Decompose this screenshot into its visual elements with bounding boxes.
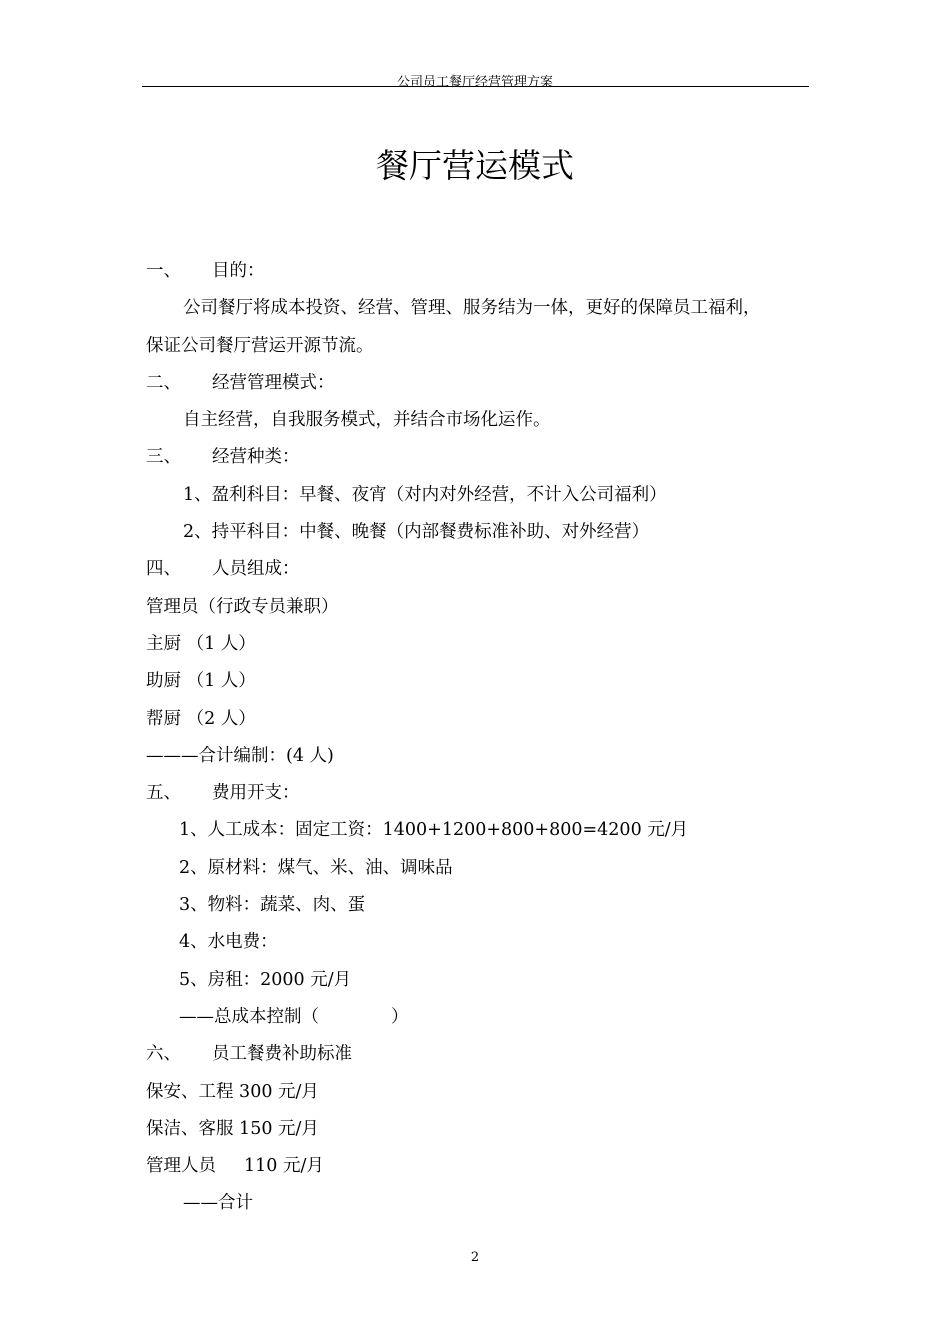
- staff-item: 管理员（行政专员兼职）: [146, 596, 339, 617]
- section-label: 员工餐费补助标准: [212, 1044, 352, 1065]
- section-label: 经营管理模式：: [212, 372, 335, 393]
- section-heading-5: [146, 778, 816, 815]
- page-number: 2: [470, 1250, 480, 1265]
- management-mode-text: 自主经营，自我服务模式，并结合市场化运作。: [183, 410, 551, 431]
- section-label: 人员组成：: [212, 559, 300, 580]
- subsidy-rate: 保安、工程 300 元/月: [146, 1081, 319, 1102]
- section-heading-3: [146, 442, 816, 479]
- document-body: [146, 256, 816, 1226]
- page-header: 公司员工餐厅经营管理方案: [396, 75, 553, 90]
- section-heading-2: [146, 368, 816, 405]
- subsidy-rate-name: 管理人员: [146, 1156, 216, 1177]
- document-title: 餐厅营运模式: [376, 146, 574, 185]
- total-cost-close: ）: [391, 1006, 409, 1027]
- purpose-paragraph-line-2: 保证公司餐厅营运开源节流。: [146, 335, 374, 356]
- expense-item: 5、房租：2000 元/月: [179, 969, 352, 990]
- staff-item: 主厨 （1 人）: [146, 633, 256, 654]
- section-heading-1: [146, 256, 816, 293]
- business-type-item: 1、盈利科目：早餐、夜宵（对内对外经营，不计入公司福利）: [183, 484, 667, 505]
- expense-item: 4、水电费：: [179, 932, 278, 953]
- subsidy-rate-value: 110 元/月: [244, 1156, 324, 1177]
- staff-item: 帮厨 （2 人）: [146, 708, 256, 729]
- total-cost-label: ——总成本控制（: [179, 1006, 319, 1027]
- business-type-item: 2、持平科目：中餐、晚餐（内部餐费标准补助、对外经营）: [183, 522, 650, 543]
- expense-item: 2、原材料：煤气、米、油、调味品: [179, 857, 453, 878]
- section-number: 六、: [146, 1044, 181, 1065]
- header-rule: [142, 86, 809, 87]
- purpose-paragraph-line-1: 公司餐厅将成本投资、经营、管理、服务结为一体，更好的保障员工福利，: [183, 298, 761, 319]
- section-label: 费用开支：: [212, 783, 300, 804]
- section-heading-6: [146, 1039, 816, 1076]
- section-label: 经营种类：: [212, 447, 300, 468]
- staff-total: ———合计编制：(4 人): [146, 745, 334, 766]
- section-label: 目的：: [212, 261, 265, 281]
- expense-item: 3、物料：蔬菜、肉、蛋: [179, 895, 366, 916]
- staff-item: 助厨 （1 人）: [146, 671, 256, 692]
- section-heading-4: [146, 554, 816, 591]
- expense-item: 1、人工成本：固定工资：1400+1200+800+800=4200 元/月: [179, 820, 689, 841]
- section-number: 一、: [146, 261, 181, 281]
- section-number: 三、: [146, 447, 181, 468]
- section-number: 二、: [146, 372, 181, 393]
- subsidy-rate: 保洁、客服 150 元/月: [146, 1118, 319, 1139]
- subsidy-rate: [146, 1151, 816, 1188]
- section-number: 四、: [146, 559, 181, 580]
- total-cost-control: [146, 1002, 816, 1039]
- section-number: 五、: [146, 783, 181, 804]
- subsidy-total: ——合计: [183, 1193, 253, 1214]
